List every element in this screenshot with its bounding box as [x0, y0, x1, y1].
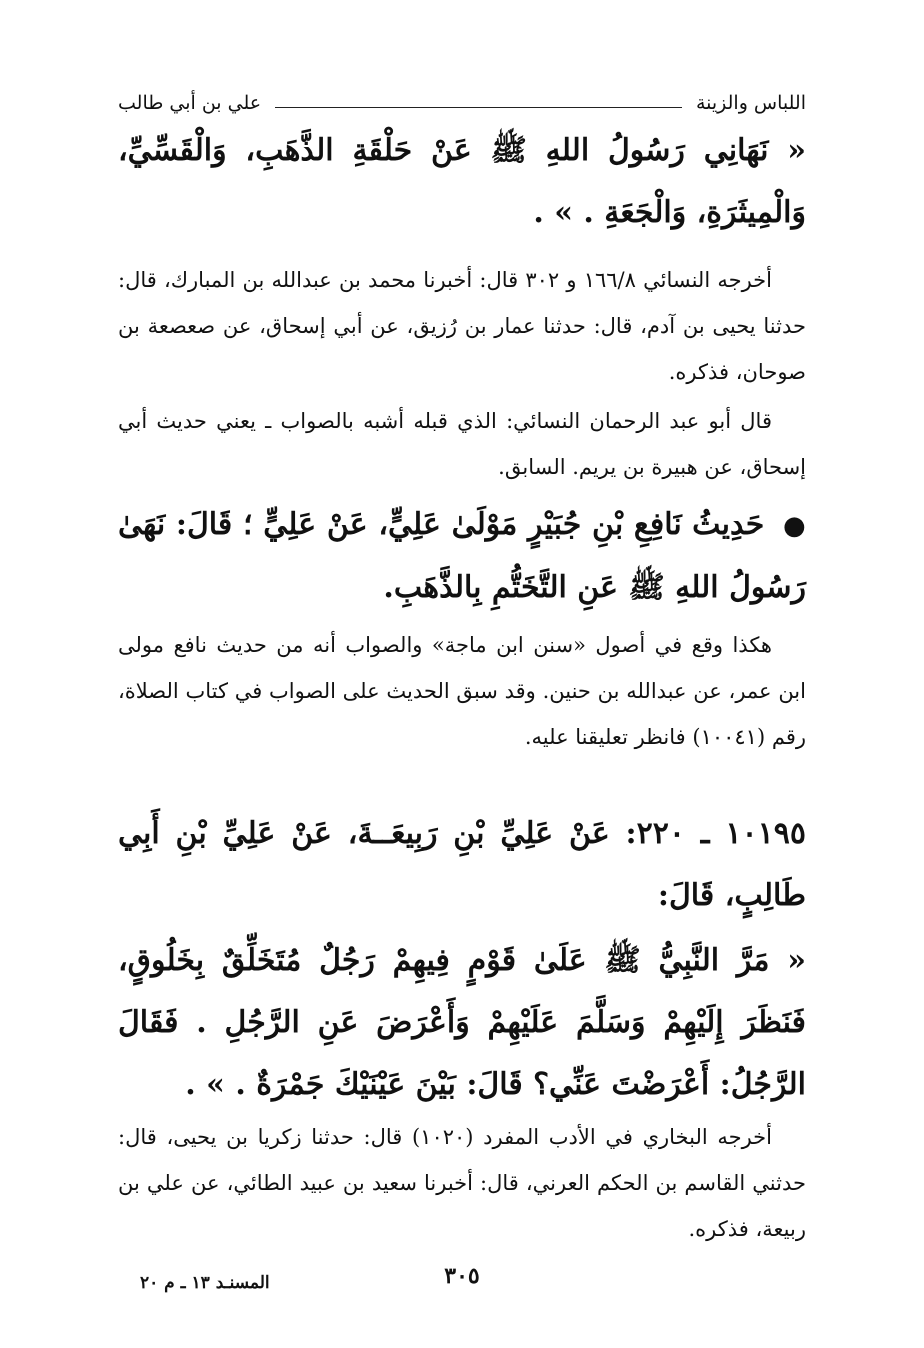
- takhrij-note-4: أخرجه البخاري في الأدب المفرد (١٠٢٠) قال: حدثنا زكريا بن يحيى، قال: حدثني القاسم بن الحكم العرني، قال: أخبرنا سعيد بن عبيد الطائي، عن علي بن ربيعة، فذكره.: [118, 1125, 806, 1241]
- printer-signature: المسنـد ١٣ ـ م ٢٠: [140, 1273, 270, 1293]
- running-header: [118, 92, 806, 114]
- takhrij-note-3: هكذا وقع في أصول «سنن ابن ماجة» والصواب أنه من حديث نافع مولى ابن عمر، عن عبدالله بن حنين. وقد سبق الحديث على الصواب في كتاب الصلاة، رقم (١٠٠٤١) فانظر تعليقنا عليه.: [118, 633, 806, 749]
- header-rule: [275, 107, 682, 108]
- hadith-entry-2: [118, 494, 806, 619]
- hadith-text-2: حَدِيثُ نَافِعِ بْنِ جُبَيْرٍ مَوْلَىٰ عَلِيٍّ، عَنْ عَلِيٍّ ؛ قَالَ: نَهَىٰ رَسُولُ اللهِ ﷺ عَنِ التَّخَتُّمِ بِالذَّهَبِ.: [118, 507, 806, 605]
- header-chapter-title: اللباس والزينة: [695, 92, 806, 114]
- header-section-title: علي بن أبي طالب: [118, 92, 262, 114]
- takhrij-note-2: قال أبو عبد الرحمان النسائي: الذي قبله أشبه بالصواب ـ يعني حديث أبي إسحاق، عن هبيرة بن يريم. السابق.: [118, 409, 806, 479]
- takhrij-note-1: أخرجه النسائي ١٦٦/٨ و ٣٠٢ قال: أخبرنا محمد بن عبدالله بن المبارك، قال: حدثنا يحيى بن آدم، قال: حدثنا عمار بن رُزيق، عن أبي إسحاق، عن صعصعة بن صوحان، فذكره.: [118, 268, 806, 384]
- hadith-text-3: « مَرَّ النَّبِيُّ ﷺ عَلَىٰ قَوْمٍ فِيهِمْ رَجُلٌ مُتَخَلِّقٌ بِخَلُوقٍ، فَنَظَرَ إِلَيْهِمْ وَسَلَّمَ عَلَيْهِمْ وَأَعْرَضَ عَنِ الرَّجُلِ . فَقَالَ الرَّجُلُ: أَعْرَضْتَ عَنِّي؟ قَالَ: بَيْنَ عَيْنَيْكَ جَمْرَةٌ . » .: [118, 943, 806, 1102]
- bullet-marker: ●: [783, 511, 807, 541]
- hadith-text-1: « نَهَانِي رَسُولُ اللهِ ﷺ عَنْ حَلْقَةِ الذَّهَبِ، وَالْقَسِّيِّ، وَالْمِيثَرَةِ، وَالْجَعَةِ . » .: [118, 133, 806, 230]
- page-number: ٣٠٥: [444, 1263, 480, 1289]
- page-footer: [118, 1263, 806, 1303]
- hadith-number-heading: ١٠١٩٥ ـ ٢٢٠: عَنْ عَلِيِّ بْنِ رَبِيعَــةَ، عَنْ عَلِيِّ بْنِ أَبِي طَالِبٍ، قَالَ:: [118, 816, 806, 913]
